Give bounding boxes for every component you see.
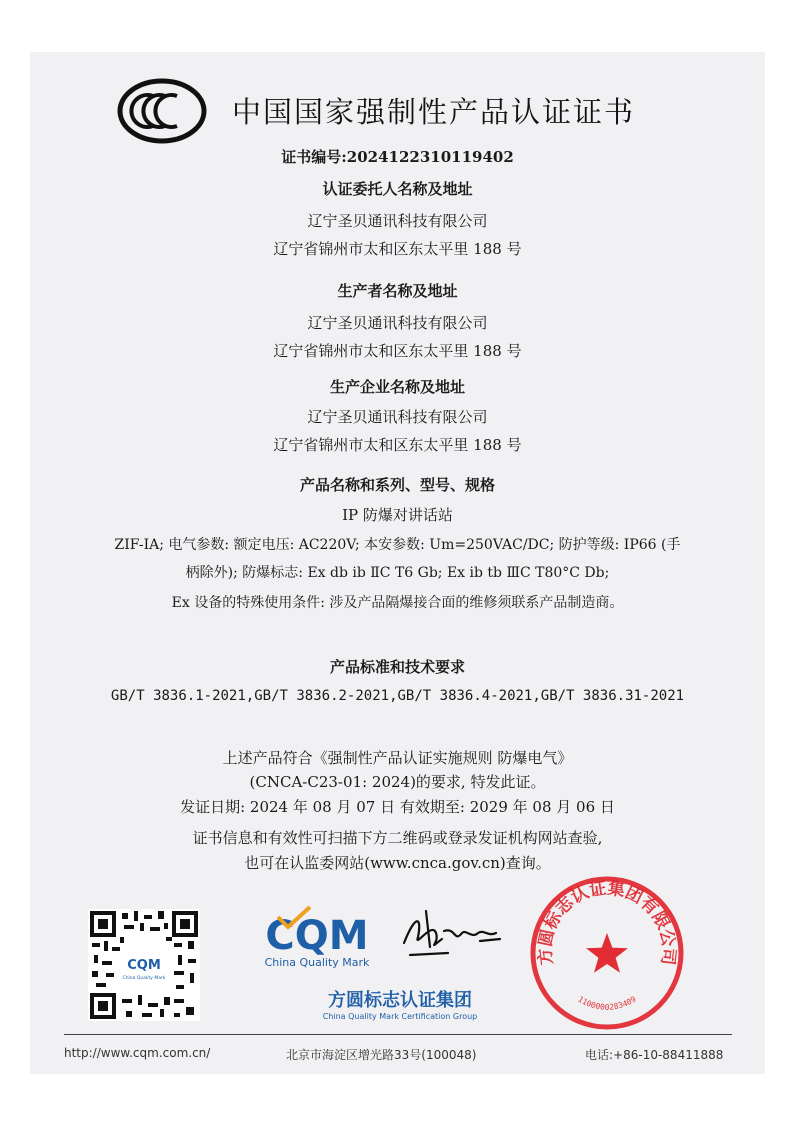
group-name: 方圆标志认证集团 xyxy=(328,990,472,1011)
factory-name: 辽宁圣贝通讯科技有限公司 xyxy=(307,408,488,426)
qr-code[interactable] xyxy=(88,909,200,1021)
applicant-address: 辽宁省锦州市太和区东太平里 188 号 xyxy=(273,240,522,258)
statement-line-1: 上述产品符合《强制性产品认证实施规则 防爆电气》 xyxy=(222,749,573,767)
manufacturer-name: 辽宁圣贝通讯科技有限公司 xyxy=(307,314,488,332)
factory-address: 辽宁省锦州市太和区东太平里 188 号 xyxy=(273,436,522,454)
applicant-name: 辽宁圣贝通讯科技有限公司 xyxy=(307,212,488,230)
issue-and-expiry-dates: 发证日期: 2024 年 08 月 07 日 有效期至: 2029 年 08 月 06 日 xyxy=(180,798,615,816)
applicant-heading: 认证委托人名称及地址 xyxy=(322,180,473,198)
seal-text: 方圆标志认证集团有限公司 xyxy=(535,878,679,967)
factory-heading: 生产企业名称及地址 xyxy=(329,378,465,396)
cqm-caption: China Quality Mark xyxy=(264,956,370,969)
product-heading: 产品名称和系列、型号、规格 xyxy=(299,476,495,494)
certificate-title: 中国国家强制性产品认证证书 xyxy=(232,95,636,129)
signature-icon xyxy=(396,903,514,961)
official-seal-icon xyxy=(527,873,687,1033)
svg-text:1100000283409 xyxy=(576,995,638,1012)
standards-list: GB/T 3836.1-2021,GB/T 3836.2-2021,GB/T 3836.4-2021,GB/T 3836.31-2021 xyxy=(110,688,685,704)
statement-line-2: (CNCA-C23-01: 2024)的要求, 特发此证。 xyxy=(249,773,546,791)
certificate-number: 证书编号:2024122310119402 xyxy=(281,148,514,166)
product-spec-line-2: 柄除外); 防爆标志: Ex db ib ⅡC T6 Gb; Ex ib tb ⅢC T80°C Db; xyxy=(185,565,610,581)
cnca-query-note: 也可在认监委网站(www.cnca.gov.cn)查询。 xyxy=(244,854,551,872)
footer-phone: 电话:+86-10-88411888 xyxy=(585,1048,724,1062)
product-spec-line-3: Ex 设备的特殊使用条件: 涉及产品隔爆接合面的维修须联系产品制造商。 xyxy=(171,595,624,611)
product-spec-line-1: ZIF-IA; 电气参数: 额定电压: AC220V; 本安参数: Um=250VAC/DC; 防护等级: IP66 (手 xyxy=(114,537,681,553)
qr-center-logo: CQM xyxy=(127,958,161,973)
manufacturer-address: 辽宁省锦州市太和区东太平里 188 号 xyxy=(273,342,522,360)
group-english-name: China Quality Mark Certification Group xyxy=(322,1012,478,1021)
footer-divider xyxy=(64,1034,732,1035)
footer-website-link[interactable]: http://www.cqm.com.cn/ xyxy=(64,1046,211,1060)
seal-number: 1100000283409 xyxy=(576,994,638,1012)
product-name: IP 防爆对讲话站 xyxy=(342,506,453,524)
manufacturer-heading: 生产者名称及地址 xyxy=(337,282,458,300)
ccc-mark-icon xyxy=(117,78,207,144)
cqm-logo-text: CQM xyxy=(265,913,369,959)
footer-address: 北京市海淀区增光路33号(100048) xyxy=(286,1048,477,1062)
verification-note: 证书信息和有效性可扫描下方二维码或登录发证机构网站查验, xyxy=(192,829,603,847)
qr-center-caption: China Quality Mark xyxy=(122,976,166,981)
standards-heading: 产品标准和技术要求 xyxy=(329,658,465,676)
